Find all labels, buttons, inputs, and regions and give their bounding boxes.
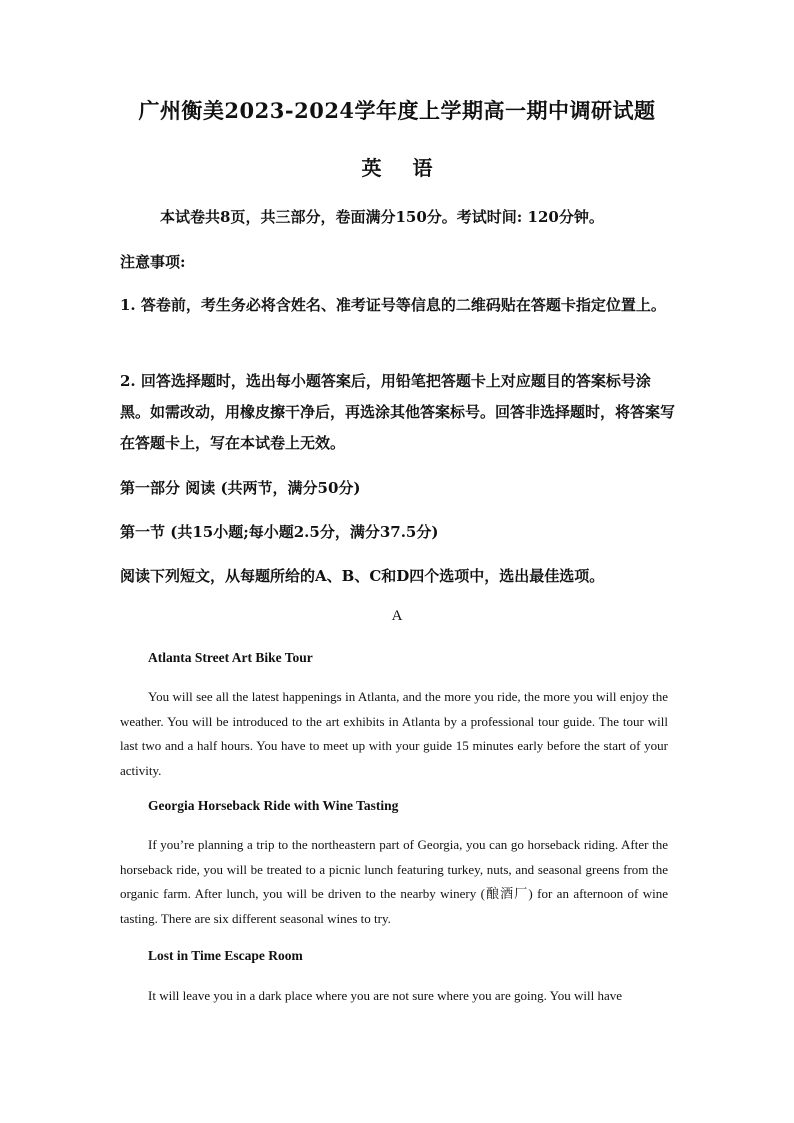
exam-intro: 本试卷共8页，共三部分，卷面满分150分。考试时间: 120分钟。 — [160, 208, 604, 226]
notice-item-1: 1. 答卷前，考生务必将含姓名、准考证号等信息的二维码贴在答题卡指定位置上。 — [120, 296, 666, 314]
exam-title: 广州衡美2023-2024学年度上学期高一期中调研试题 — [138, 98, 656, 123]
item-body: It will leave you in a dark place where you are not sure where you are going. You will have — [148, 988, 622, 1003]
part-one-heading: 第一部分 阅读 (共两节，满分50分) — [120, 479, 361, 497]
item-heading: Lost in Time Escape Room — [148, 948, 303, 963]
item-heading: Atlanta Street Art Bike Tour — [148, 650, 313, 665]
notice-item-2: 2. 回答选择题时，选出每小题答案后，用铅笔把答题卡上对应题目的答案标号涂黑。如需改动，用橡皮擦干净后，再选涂其他答案标号。回答非选择题时，将答案写在答题卡上，写在本试卷上无效。 — [120, 372, 676, 452]
exam-subject: 英 语 — [361, 156, 445, 180]
item-body: If you’re planning a trip to the northeastern part of Georgia, you can go horseback riding. After the horseback ride, you will be treated to a picnic lunch featuring turkey, nuts, and seasonal greens from the organic farm. After lunch, you will be driven to the nearby winery (酿酒厂) for an afternoon of wine tasting. There are six different seasonal wines to try. — [120, 837, 668, 926]
reading-directions: 阅读下列短文，从每题所给的A、B、C和D四个选项中，选出最佳选项。 — [120, 567, 605, 585]
section-one-heading: 第一节 (共15小题;每小题2.5分，满分37.5分) — [120, 523, 439, 541]
notice-title: 注意事项: — [120, 253, 186, 271]
passage-label: A — [391, 608, 403, 624]
item-heading: Georgia Horseback Ride with Wine Tasting — [148, 798, 399, 813]
item-body: You will see all the latest happenings in Atlanta, and the more you ride, the more you will enjoy the weather. You will be introduced to the art exhibits in Atlanta by a professional tour guide. The tour will last two and a half hours. You have to meet up with your guide 15 minutes early before the start of your activity. — [120, 689, 668, 778]
